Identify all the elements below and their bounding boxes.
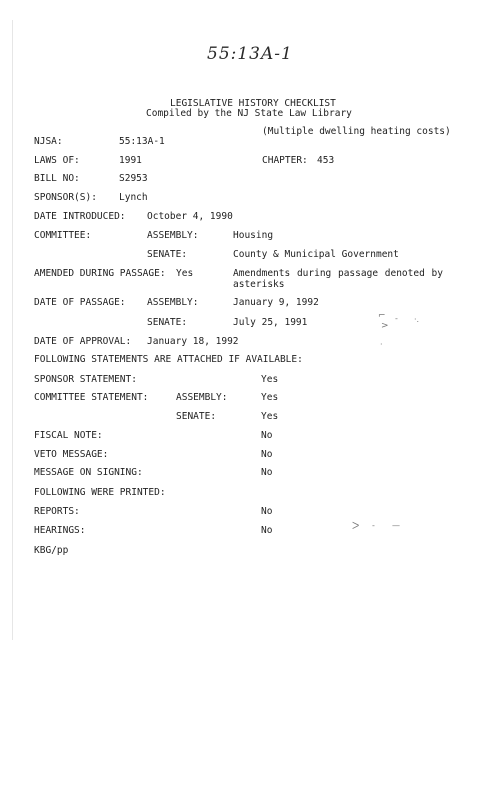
bill-no-value: S2953 [119, 173, 148, 184]
committee-assembly-label: ASSEMBLY: [147, 230, 199, 241]
committee-statement-assembly-value: Yes [261, 392, 279, 403]
sponsors-value: Lynch [119, 192, 148, 203]
amended-label: AMENDED DURING PASSAGE: [34, 268, 166, 279]
passage-assembly-label: ASSEMBLY: [147, 297, 199, 308]
date-of-passage-label: DATE OF PASSAGE: [34, 297, 126, 308]
amended-value: Yes [176, 268, 194, 279]
veto-message-value: No [261, 449, 273, 460]
date-of-approval-label: DATE OF APPROVAL: [34, 336, 132, 347]
committee-label: COMMITTEE: [34, 230, 92, 241]
following-statements-heading: FOLLOWING STATEMENTS ARE ATTACHED IF AVAILABLE: [34, 354, 303, 365]
committee-assembly-value: Housing [233, 230, 274, 241]
veto-message-label: VETO MESSAGE: [34, 449, 109, 460]
committee-senate-value: County & Municipal Government [233, 249, 399, 260]
scan-mark: · [380, 340, 383, 349]
committee-senate-label: SENATE: [147, 249, 188, 260]
message-on-signing-label: MESSAGE ON SIGNING: [34, 467, 143, 478]
reports-label: REPORTS: [34, 506, 80, 517]
date-of-approval-value: January 18, 1992 [147, 336, 239, 347]
njsa-value: 55:13A-1 [119, 136, 165, 147]
fiscal-note-value: No [261, 430, 273, 441]
sponsor-statement-label: SPONSOR STATEMENT: [34, 374, 137, 385]
sponsors-label: SPONSOR(S): [34, 192, 97, 203]
scan-mark: ᐳ [352, 521, 360, 532]
passage-assembly-value: January 9, 1992 [233, 297, 319, 308]
fiscal-note-label: FISCAL NOTE: [34, 430, 103, 441]
scan-mark: ·. [414, 315, 420, 324]
document-subtitle: Compiled by the NJ State Law Library [146, 108, 352, 119]
njsa-label: NJSA: [34, 136, 63, 147]
chapter-value: 453 [317, 155, 335, 166]
committee-statement-label: COMMITTEE STATEMENT: [34, 392, 149, 403]
date-introduced-value: October 4, 1990 [147, 211, 233, 222]
amended-note: Amendments during passage denoted by asterisks [233, 268, 443, 290]
date-introduced-label: DATE INTRODUCED: [34, 211, 126, 222]
scan-mark: > [381, 321, 389, 331]
sponsor-statement-value: Yes [261, 374, 279, 385]
hearings-value: No [261, 525, 273, 536]
bill-no-label: BILL NO: [34, 173, 80, 184]
scan-mark: — [392, 521, 400, 530]
laws-of-label: LAWS OF: [34, 155, 80, 166]
reports-value: No [261, 506, 273, 517]
page-edge-line [12, 20, 13, 640]
handwritten-number: 55:13A-1 [207, 44, 293, 64]
subject-note: (Multiple dwelling heating costs) [262, 126, 451, 137]
following-printed-heading: FOLLOWING WERE PRINTED: [34, 487, 166, 498]
scan-mark: ⌐ [378, 311, 386, 321]
initials: KBG/pp [34, 545, 69, 556]
committee-statement-assembly-label: ASSEMBLY: [176, 392, 228, 403]
document-title: LEGISLATIVE HISTORY CHECKLIST [170, 98, 336, 109]
scan-mark: - [395, 314, 398, 323]
hearings-label: HEARINGS: [34, 525, 86, 536]
message-on-signing-value: No [261, 467, 273, 478]
scan-mark: - [372, 521, 375, 530]
committee-statement-senate-label: SENATE: [176, 411, 217, 422]
chapter-label: CHAPTER: [262, 155, 308, 166]
passage-senate-value: July 25, 1991 [233, 317, 308, 328]
committee-statement-senate-value: Yes [261, 411, 279, 422]
passage-senate-label: SENATE: [147, 317, 188, 328]
laws-of-value: 1991 [119, 155, 142, 166]
